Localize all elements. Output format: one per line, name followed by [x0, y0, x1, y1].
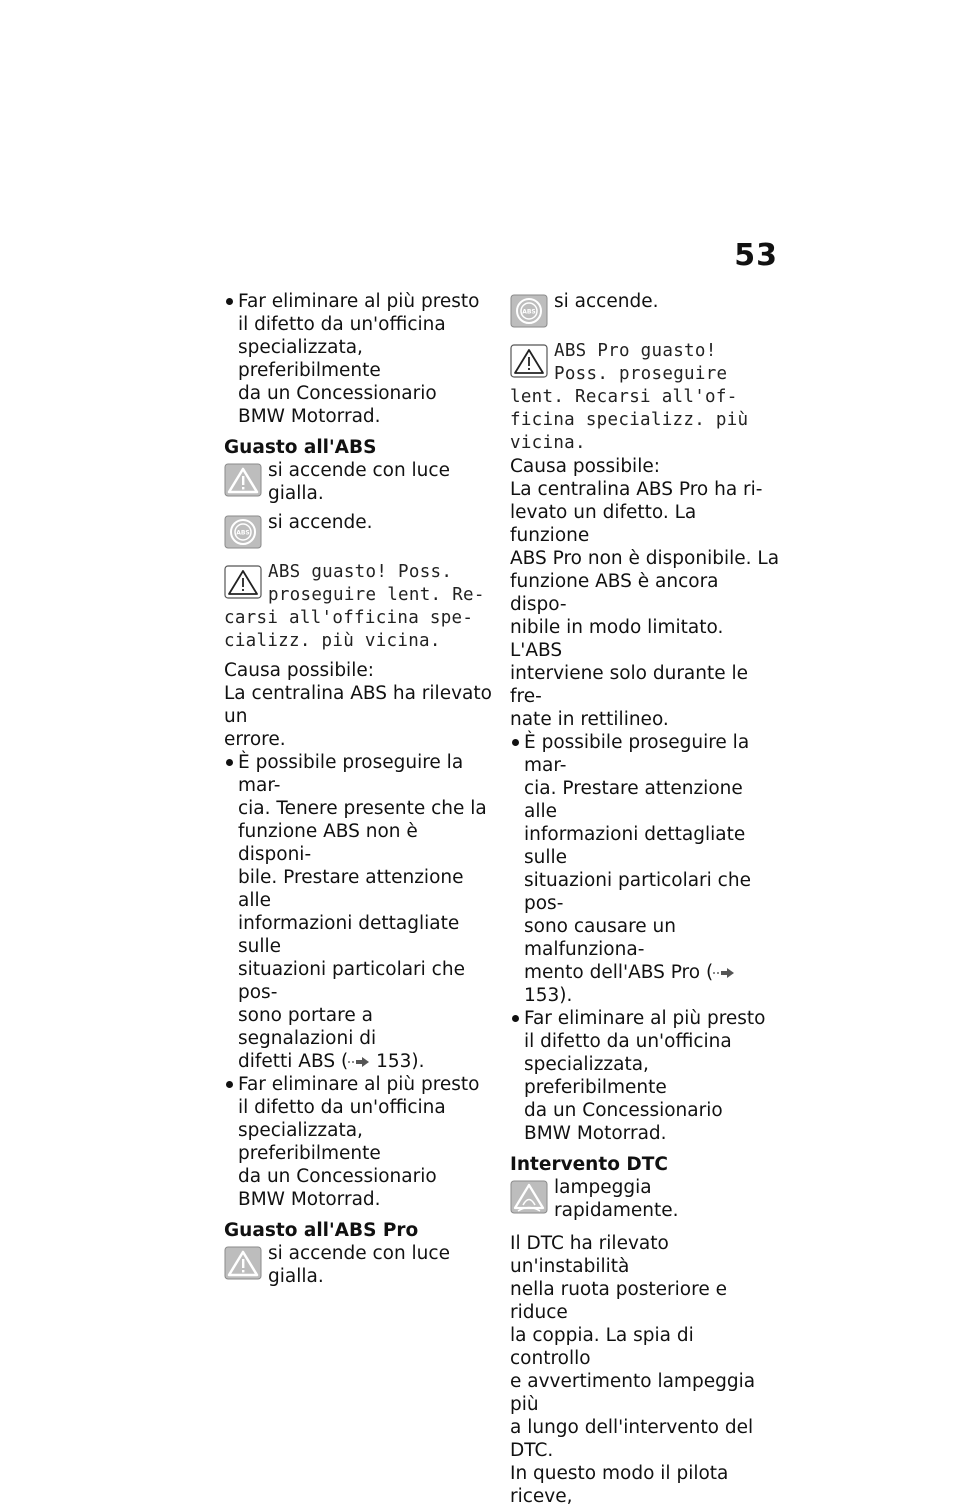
- list-item: Far eliminare al più presto il difetto da un'officina specializzata, preferibilmente da un Concessionario BMW Motorrad.: [510, 1007, 780, 1145]
- list-item: Far eliminare al più presto il difetto da un'officina specializzata, preferibilmente da un Concessionario BMW Motorrad.: [224, 1073, 494, 1211]
- section-heading: Intervento DTC: [510, 1154, 668, 1175]
- svg-text:ABS: ABS: [236, 529, 250, 537]
- abs-row: ABS si accende.: [224, 511, 494, 551]
- abs-warning-icon: [224, 515, 262, 549]
- display-message-row: ABS Pro guasto! Poss. proseguire: [510, 340, 780, 386]
- warning-outline-icon: [224, 565, 262, 599]
- cause-label: Causa possibile:: [224, 660, 374, 681]
- page-reference-arrow-icon: [713, 967, 735, 979]
- page-number: 53: [734, 238, 778, 273]
- dtc-row: lampeggia rapidamente.: [510, 1176, 780, 1222]
- abs-row: ABS si accende.: [510, 290, 780, 330]
- cause-label: Causa possibile:: [510, 456, 660, 477]
- list-item: È possibile proseguire la mar- cia. Tenere presente che la funzione ABS non è disponi- bile. Prestare attenzione alle informazioni dettagliate sulle situazioni particolari che pos- sono portare a segnalazioni di difetti ABS ( 153).: [224, 751, 494, 1073]
- warning-triangle-icon: [224, 463, 262, 497]
- warning-triangle-icon: [224, 1246, 262, 1280]
- warning-row: si accende con luce gialla.: [224, 1242, 494, 1288]
- warning-outline-icon: [510, 344, 548, 378]
- section-heading: Guasto all'ABS: [224, 437, 377, 458]
- dtc-warning-icon: [510, 1180, 548, 1214]
- warning-row: si accende con luce gialla.: [224, 459, 494, 505]
- page-reference-arrow-icon: [348, 1056, 370, 1068]
- list-item: È possibile proseguire la mar- cia. Prestare attenzione alle informazioni dettagliate sulle situazioni particolari che pos- sono causare un malfunziona- mento dell'ABS Pro ( 153).: [510, 731, 780, 1007]
- list-item: Far eliminare al più presto il difetto da un'officina specializzata, preferibilmente da un Concessionario BMW Motorrad.: [224, 290, 494, 428]
- section-heading: Guasto all'ABS Pro: [224, 1220, 419, 1241]
- svg-text:ABS: ABS: [522, 308, 536, 316]
- display-message-row: ABS guasto! Poss. proseguire lent. Re-: [224, 561, 494, 607]
- right-column: ABS si accende. ABS Pro guasto! Poss. proseguire lent. Recarsi all'of- ficina specializz. più vicina. Causa possibile: La centralina ABS Pro ha ri- levato un difetto. La funzione ABS Pro non è disponibile. La funzione ABS è ancora dispo- nibile in modo limitato. L'ABS interviene solo durante le fre- nate in rettilineo. È possibile proseguire la mar- cia. Prestare attenzione alle informazioni dettagliate sulle situazioni particolari che pos- sono causare un malfunziona- mento dell'ABS Pro ( 153). Far eliminare al più presto il difetto da un'officina specializzata, preferibilmente da un Concessionario BMW Motorrad. Intervento DTC lampeggia rapidamente. Il DTC ha rilevato un'instabilità nella ruota posteriore e riduce la coppia. La spia di controllo e avvertimento lampeggia più a lungo dell'intervento del DTC. In questo modo il pilota riceve,: [510, 291, 780, 1507]
- abs-warning-icon: [510, 294, 548, 328]
- left-column: Far eliminare al più presto il difetto da un'officina specializzata, preferibilmente da un Concessionario BMW Motorrad. Guasto all'ABS si accende con luce gialla. ABS si accende. ABS guasto! Poss. proseguire lent. Re- carsi all'officina spe- cializz. più vicina. Causa possibile: La centralina ABS ha rilevato un errore. È possibile proseguire la mar- cia. Tenere presente che la funzione ABS non è disponi- bile. Prestare attenzione alle informazioni dettagliate sulle situazioni particolari che pos- sono portare a segnalazioni di difetti ABS ( 153). Far eliminare al più presto il difetto da un'officina specializzata, preferibilmente da un Concessionario BMW Motorrad. Guasto all'ABS Pro si accende con luce gialla.: [224, 290, 494, 1288]
